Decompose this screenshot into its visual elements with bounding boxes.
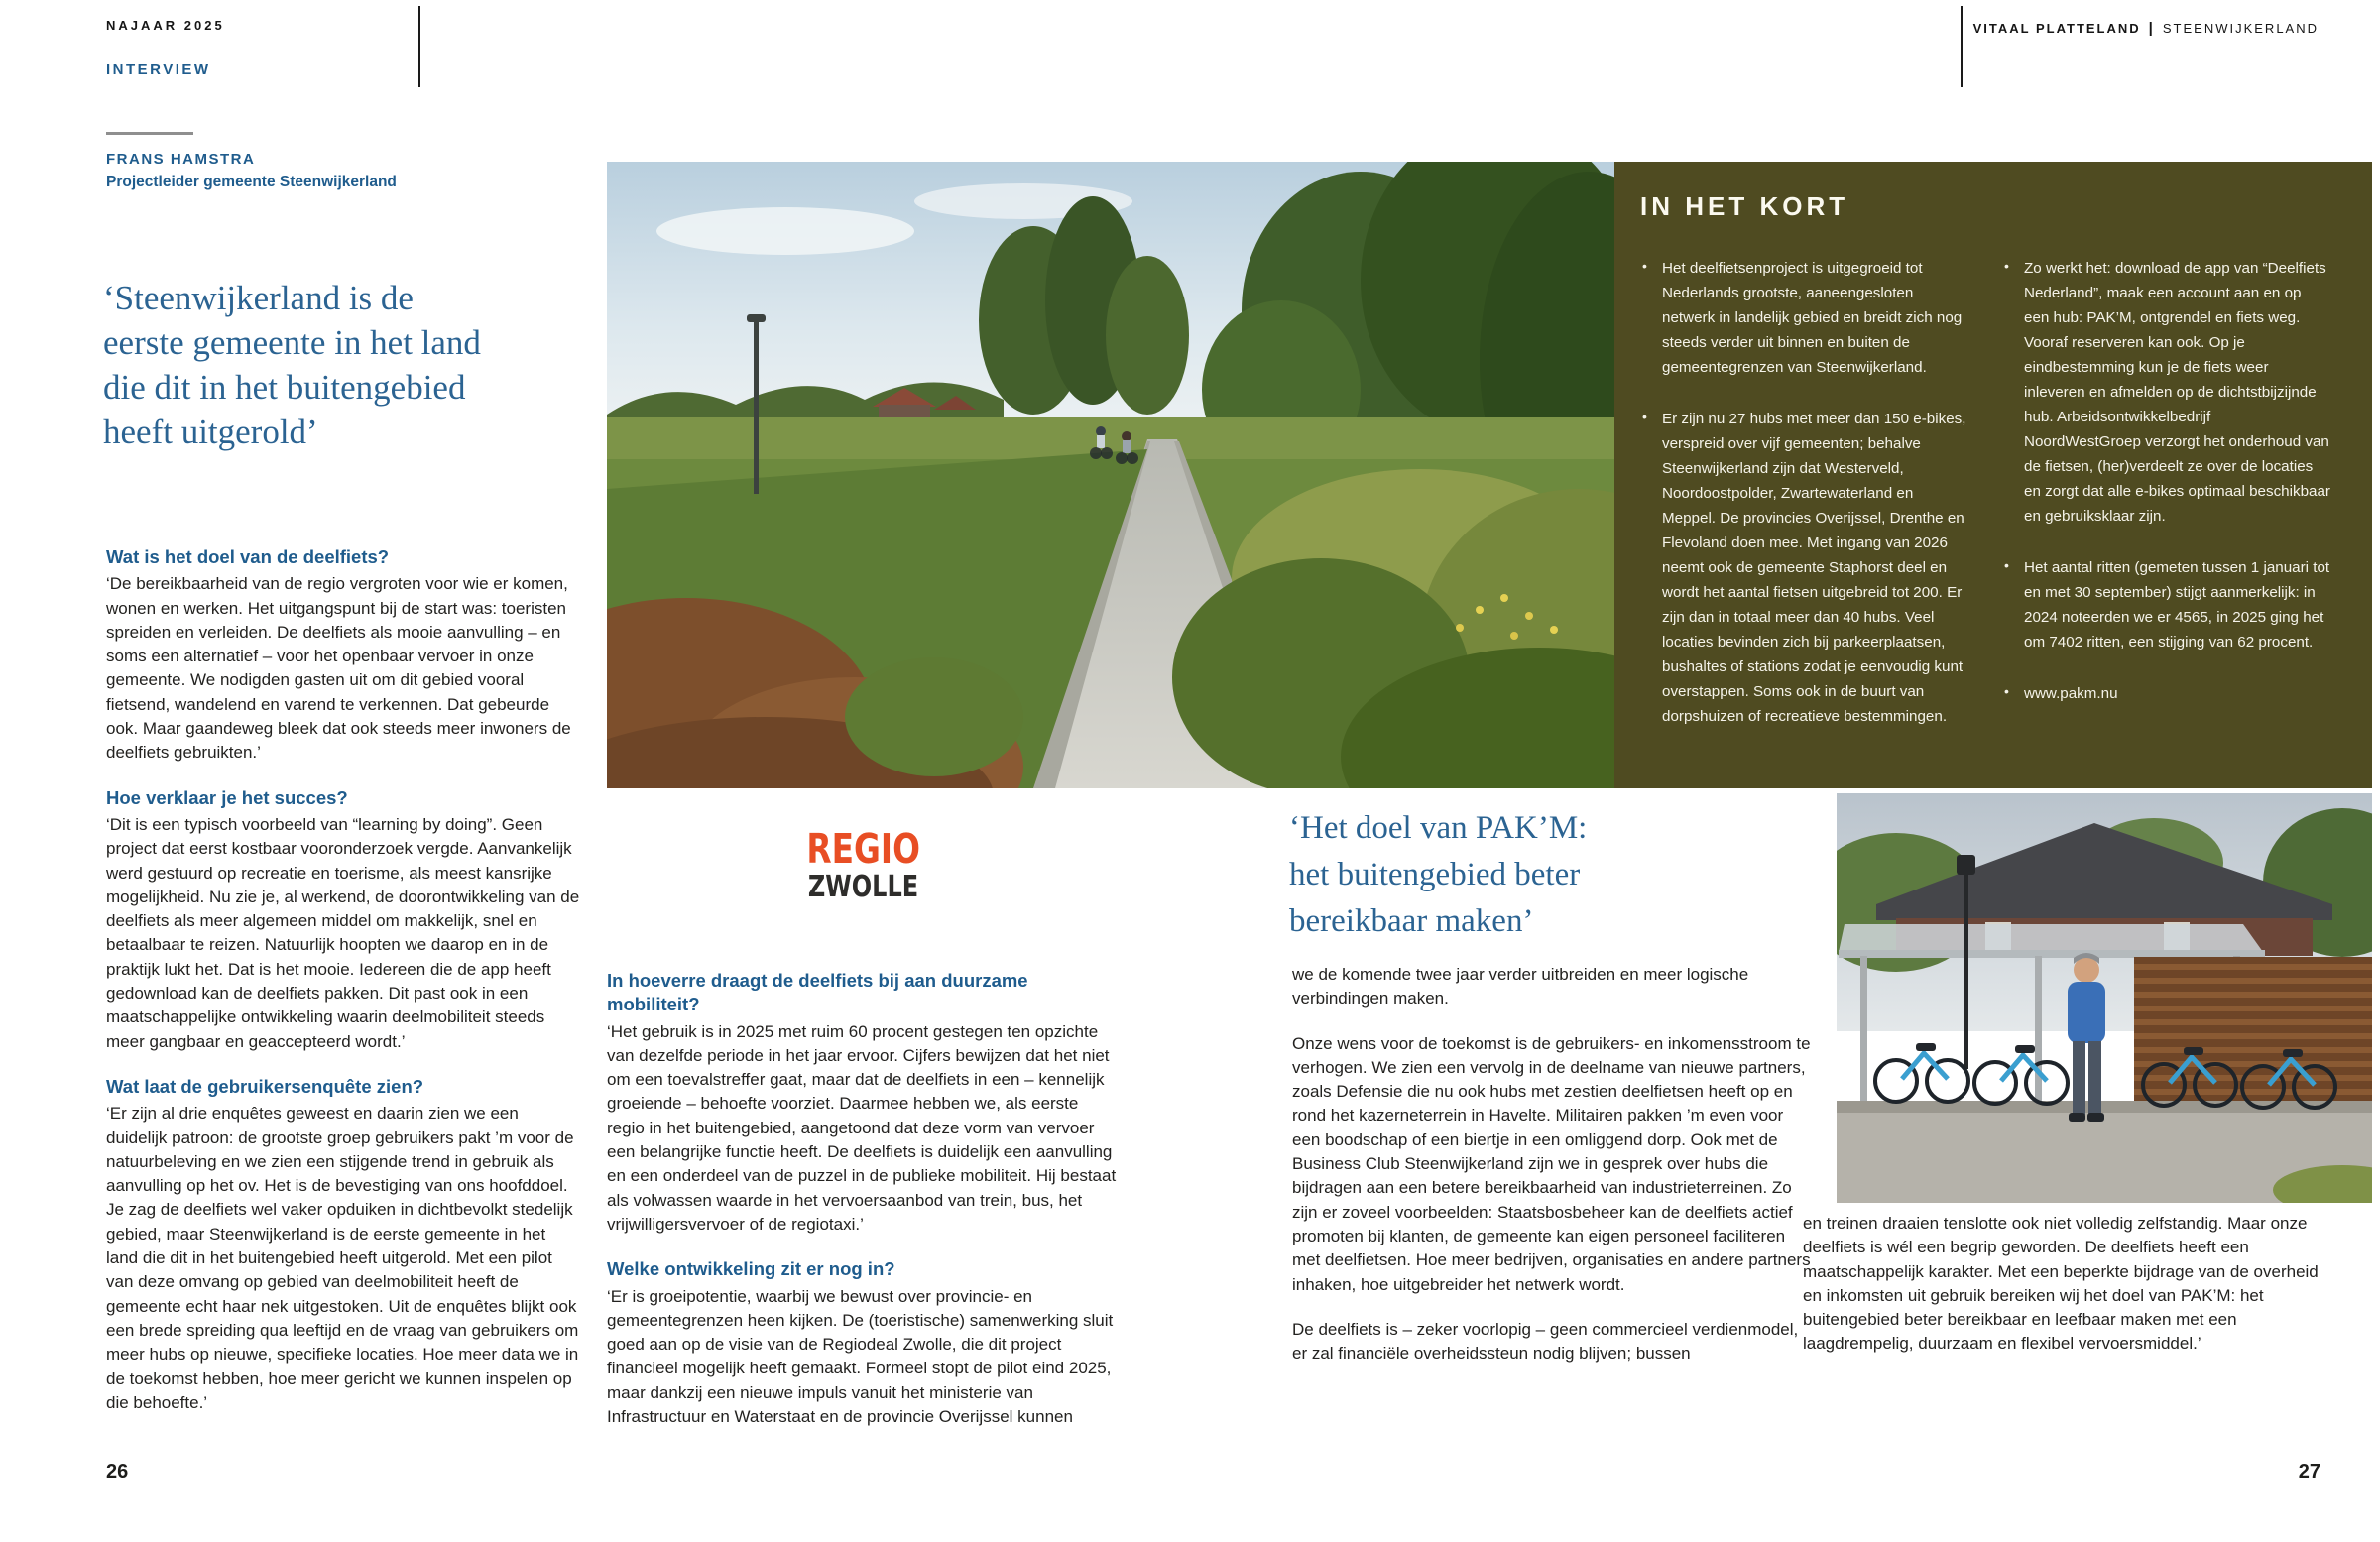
header-separator: |: [2148, 20, 2155, 37]
page-number-right: 27: [2298, 1461, 2320, 1483]
landscape-photo: [607, 162, 1618, 788]
column-right-inner: [1292, 963, 1815, 1386]
page-number-left: 26: [106, 1461, 129, 1483]
body-paragraph: en treinen draaien tenslotte ook niet volledig zelfstandig. Maar onze deelfiets is wél een begrip geworden. De deelfiets heeft een maatschappelijk karakter. Met een beperkte bijdrage van de overheid en inkomsten uit gebruik bereiken wij het doel van PAK’M: het buitengebied beter bereikbaar en leefbaar maken met een laagdrempelig, duurzaam en flexibel vervoersmiddel.’: [1803, 1214, 2319, 1354]
kicker-interview: INTERVIEW: [106, 61, 211, 78]
pull-quote-left: [103, 276, 599, 454]
answer-paragraph: ‘Er is groeipotentie, waarbij we bewust over provincie- en gemeentegrenzen heen kijken. De (toeristische) samenwerking sluit goed aan op de visie van de Regiodeal Zwolle, die dit project financieel mogelijk heeft gemaakt. Formeel stopt de pilot eind 2025, maar dankzij een nieuwe impuls vanuit het ministerie van Infrastructuur en Waterstaat en de provincie Overijssel kunnen: [607, 1286, 1114, 1427]
in-het-kort-box: [1614, 162, 2372, 788]
answer-paragraph: ‘Het gebruik is in 2025 met ruim 60 procent gestegen ten opzichte van dezelfde periode in het jaar ervoor. Cijfers bewijzen dat het niet om een toevalstreffer gaat, maar dat de deelfiets in een – kennelijk groeiende – behoefte voorziet. Daarmee hebben we, als eerste regio in het buitengebied, aangetoond dat deze vorm van vervoer een belangrijke functie heeft. De deelfiets is duidelijk een aanvulling en een onderdeel van de puzzel in de publieke mobiliteit. Hij bestaat als volwassen waarde in het vervoersaanbod van trein, bus, het vrijwilligersvervoer of de regiotaxi.’: [607, 1021, 1117, 1234]
quote-line: heeft uitgerold’: [103, 413, 318, 451]
bullet-icon: •: [2004, 683, 2009, 699]
issue-label: NAJAAR 2025: [106, 18, 225, 33]
bullet-icon: •: [1642, 409, 1647, 424]
quote-line: ‘Het doel van PAK’M:: [1289, 810, 1588, 846]
question-heading: Hoe verklaar je het succes?: [106, 786, 348, 808]
magazine-title-bold: VITAAL PLATTELAND: [1972, 21, 2141, 36]
bullet-icon: •: [2004, 557, 2009, 573]
kicker-rule: [106, 132, 193, 135]
bike-hub-photo: [1837, 793, 2372, 1203]
list-item: [2002, 555, 2330, 654]
question-heading: Wat laat de gebruikersenquête zien?: [106, 1075, 424, 1097]
regio-zwolle-logo: [607, 825, 1120, 904]
list-item-text: Het deelfietsenproject is uitgegroeid tot Nederlands grootste, aaneengesloten netwerk in landelijk gebied en breidt zich nog steeds verder uit binnen en buiten de gemeentegrenzen van Steenwijkerland.: [1662, 260, 1963, 376]
list-item: [1640, 256, 1968, 380]
body-paragraph: De deelfiets is – zeker voorlopig – geen commercieel verdienmodel, er zal financiële overheidssteun nodig blijven; bussen: [1292, 1319, 1799, 1364]
logo-zwolle-text: ZWOLLE: [807, 870, 919, 904]
person-role: Projectleider gemeente Steenwijkerland: [106, 174, 397, 190]
answer-paragraph: ‘Dit is een typisch voorbeeld van “learning by doing”. Geen project dat eerst kostbaar vooronderzoek vergde. Aanvankelijk werd gestuurd op recreatie en toerisme, als meest kansrijke mogelijkheid. Nu zie je, al werkend, de doorontwikkeling van de deelfiets als meer algemeen middel om makkelijk, snel en betaalbaar te reizen. Natuurlijk hoopten we daarop en in de praktijk lukt het. Dat is het mooie. Iedereen die de app heeft gedownload kan de deelfiets pakken. Dit past ook in een maatschappelijke ontwikkeling waarin deelmobiliteit steeds meer gangbaar en geaccepteerd wordt.’: [106, 814, 580, 1051]
quote-line: bereikbaar maken’: [1289, 903, 1534, 939]
question-heading: Wat is het doel van de deelfiets?: [106, 546, 390, 567]
kort-column-2: [2002, 256, 2330, 756]
quote-line: ‘Steenwijkerland is de: [103, 279, 414, 317]
quote-line: het buitengebied beter: [1289, 857, 1581, 892]
bullet-icon: •: [2004, 258, 2009, 274]
column-right-outer: [1803, 1212, 2325, 1377]
list-item: [1640, 407, 1968, 729]
list-item: [2002, 681, 2330, 706]
list-item-text: Er zijn nu 27 hubs met meer dan 150 e-bikes, verspreid over vijf gemeenten; behalve Steenwijkerland zijn dat Westerveld, Noordoostpolder, Zwartewaterland en Meppel. De provincies Overijssel, Drenthe en Flevoland doen mee. Met ingang van 2026 neemt ook de gemeente Staphorst deel en wordt het aantal fietsen uitgebreid tot 200. Er zijn dan in totaal meer dan 40 hubs. Veel locaties bevinden zich bij parkeerplaatsen, bushaltes of stations zodat je eenvoudig kunt overstappen. Soms ook in de buurt van dorpshuizen of recreatieve bestemmingen.: [1662, 411, 1966, 725]
header-divider-right: [1961, 6, 1963, 87]
list-item: [2002, 256, 2330, 529]
magazine-title-regular: STEENWIJKERLAND: [2162, 21, 2319, 36]
quote-line: die dit in het buitengebied: [103, 368, 466, 407]
quote-line: eerste gemeente in het land: [103, 323, 481, 362]
body-paragraph: we de komende twee jaar verder uitbreiden en meer logische verbindingen maken.: [1292, 965, 1749, 1008]
bullet-icon: •: [1642, 258, 1647, 274]
list-item-text: Zo werkt het: download de app van “Deelfiets Nederland”, maak een account aan en op een hub: PAK’M, ontgrendel en fiets weg. Vooraf reserveren kan ook. Op je eindbestemming kun je de fiets weer inleveren en afmelden op de dichtstbijzijnde hub. Arbeidsontwikkelbedrijf NoordWestGroep verzorgt het onderhoud van de fietsen, (her)verdeelt ze over de locaties en zorgt dat alle e-bikes optimaal beschikbaar en gebruiksklaar zijn.: [2024, 260, 2330, 525]
person-name: FRANS HAMSTRA: [106, 151, 256, 168]
kort-column-1: [1640, 256, 1968, 756]
header-divider-left: [418, 6, 420, 87]
pull-quote-right: [1289, 805, 1805, 945]
magazine-title: [1973, 20, 2319, 37]
box-title: IN HET KORT: [1640, 191, 1849, 221]
logo-regio-text: REGIO: [806, 825, 920, 873]
list-item-text: Het aantal ritten (gemeten tussen 1 januari tot en met 30 september) stijgt aanmerkelijk: in 2024 noteerden we er 4565, in 2025 ging het om 7402 ritten, een stijging van 62 procent.: [2024, 559, 2330, 651]
answer-paragraph: ‘De bereikbaarheid van de regio vergroten voor wie er komen, wonen en werken. Het uitgangspunt bij de start was: toeristen spreiden en verleiden. De deelfiets als mooie aanvulling – en soms een alternatief – voor het openbaar vervoer in onze gemeente. We nodigden gasten uit om dit gebied vooral fietsend, wandelend en varend te verkennen. Dat gebeurde ook. Maar gaandeweg bleek dat ook steeds meer inwoners de deelfiets gebruikten.’: [106, 574, 571, 763]
column-middle: [607, 969, 1120, 1450]
website-url: www.pakm.nu: [2024, 685, 2118, 702]
question-heading: In hoeverre draagt de deelfiets bij aan duurzame mobiliteit?: [607, 970, 1028, 1015]
answer-paragraph: ‘Er zijn al drie enquêtes geweest en daarin zien we een duidelijk patroon: de grootste groep gebruikers pakt ’m voor de natuurbeleving en we zien een stijgende trend in gebruik als aanvulling op het ov. Het is de bevestiging van ons hoofddoel. Je zag de deelfiets wel vaker opduiken in dichtbevolkt stedelijk gebied, maar Steenwijkerland is de eerste gemeente in het land die dit in het buitengebied heeft uitgerold. Met een pilot van deze omvang op gebied van deelmobiliteit heeft de gemeente echt haar nek uitgestoken. Uit de enquêtes blijkt ook een brede spreiding qua leeftijd en de vraag van gebruikers om meer hubs op nieuwe, specifieke locaties. Hoe meer data we in de toekomst hebben, hoe meer gericht we kunnen inspelen op die behoefte.’: [106, 1104, 579, 1412]
question-heading: Welke ontwikkeling zit er nog in?: [607, 1258, 895, 1280]
body-paragraph: Onze wens voor de toekomst is de gebruikers- en inkomensstroom te verhogen. We zien een vervolg in de deelname van nieuwe partners, zoals Defensie die nu ook hubs met zestien deelfietsen heeft op en rond het kazerneterrein in Havelte. Militairen pakken ’m even voor een boodschap of een biertje in een omliggend dorp. Ook met de Business Club Steenwijkerland zijn we in gesprek over hubs die bijdragen aan een betere bereikbaarheid van industrieterreinen. Zo zijn er zoveel voorbeelden: Staatsbosbeheer kan de deelfiets actief promoten bij klanten, de gemeente kan eigen personeel faciliteren met deelfietsen. Hoe meer bedrijven, organisaties en andere partners inhaken, hoe uitgebreider het netwerk wordt.: [1292, 1033, 1811, 1294]
column-left: [106, 545, 580, 1436]
